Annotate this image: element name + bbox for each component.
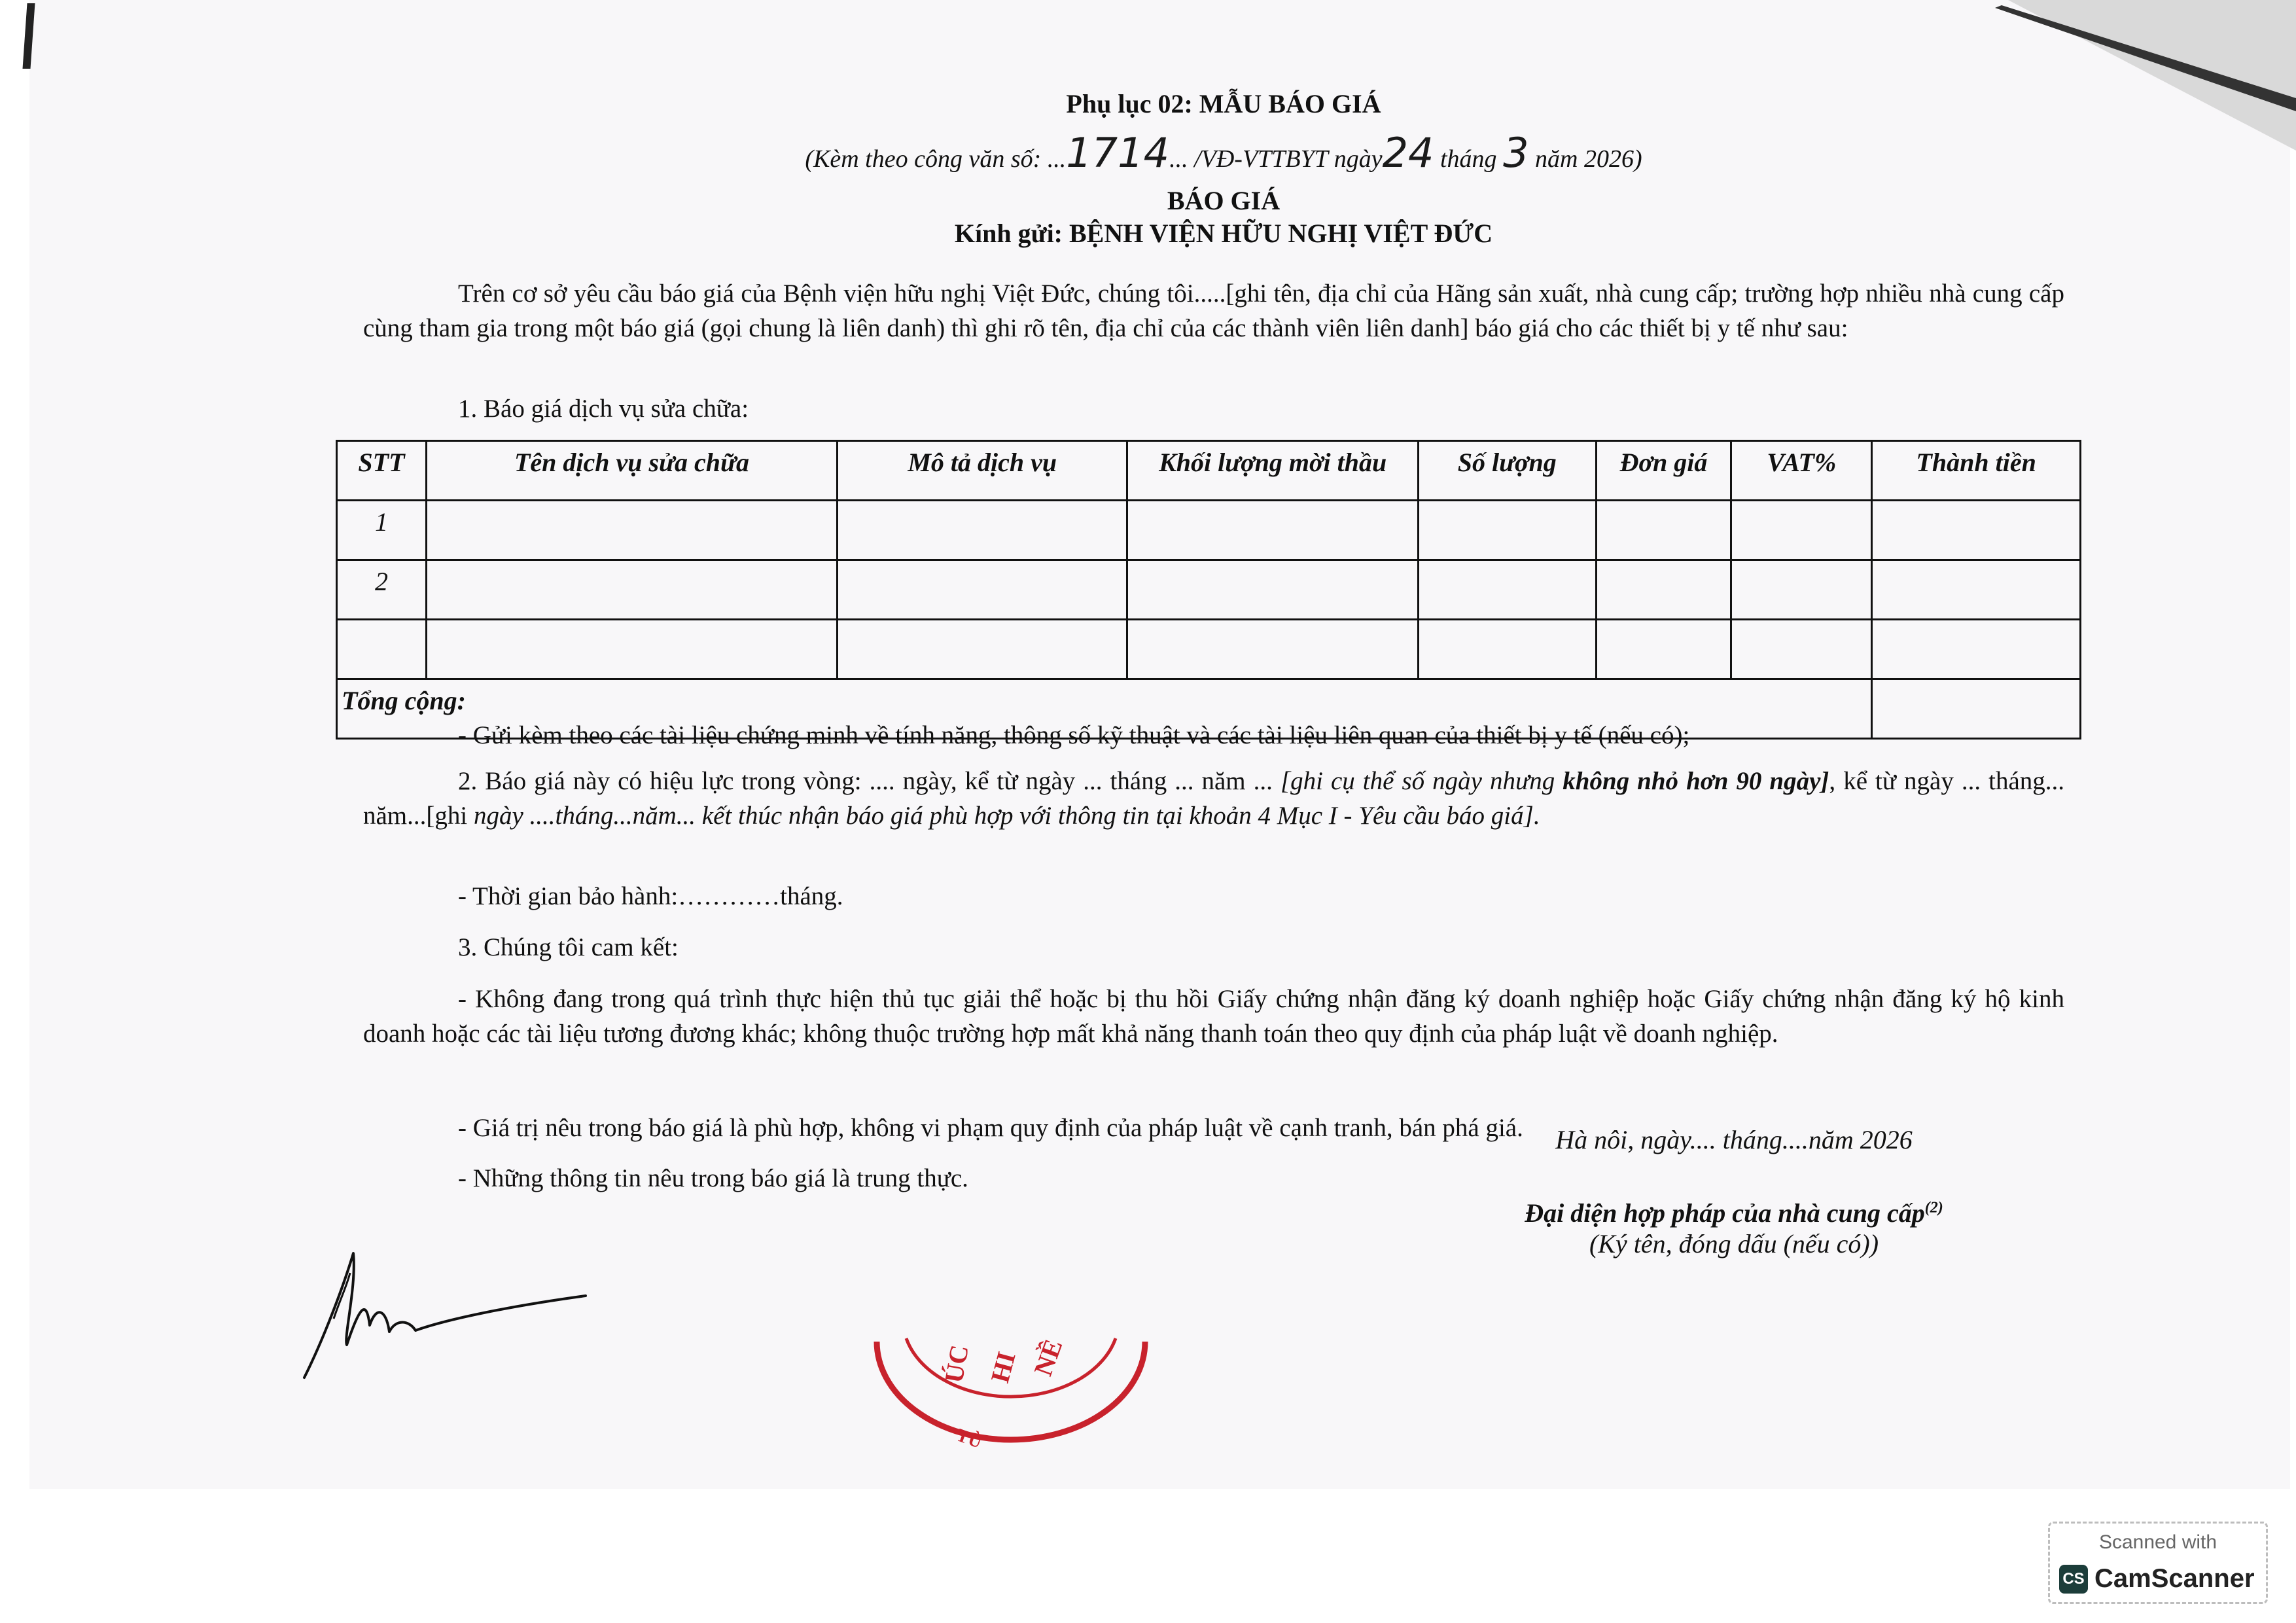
intro-paragraph: Trên cơ sở yêu cầu báo giá của Bệnh viện hữu nghị Việt Đức, chúng tôi.....[ghi tên, địa chỉ của Hãng sản xuất, nhà cung cấp; trường hợp nhiều nhà cung cấp cùng tham gia trong một báo giá (gọi chung là liên danh) thì ghi rõ tên, địa chỉ của các thành viên liên danh] báo giá cho các thiết bị y tế như sau: (363, 279, 2064, 342)
place-date: Hà nôi, ngày.... tháng....năm 2026 (1555, 1125, 1913, 1154)
header-unit-price: Đơn giá (1596, 441, 1731, 501)
signer-note: (Ký tên, đóng dấu (nếu có)) (1589, 1229, 1879, 1258)
header-service-name: Tên dịch vụ sửa chữa (426, 441, 837, 501)
commitment-2: - Giá trị nêu trong báo giá là phù hợp, không vi phạm quy định của pháp luật về cạnh tranh, bán phá giá. (458, 1114, 1523, 1142)
header-vat: VAT% (1731, 441, 1872, 501)
cell (1731, 501, 1872, 560)
section-3-heading: 3. Chúng tôi cam kết: (458, 933, 679, 961)
cell (838, 560, 1127, 620)
camscanner-logo-icon: CS (2059, 1565, 2088, 1594)
header-quantity: Số lượng (1418, 441, 1596, 501)
scanned-with-label: Scanned with (2098, 1531, 2217, 1553)
table-row (337, 501, 2081, 560)
cell (1418, 620, 1596, 679)
section-1-heading: 1. Báo giá dịch vụ sửa chữa: (458, 395, 749, 423)
cell (426, 620, 837, 679)
table-row (337, 560, 2081, 620)
svg-text:ÚC: ÚC (938, 1342, 974, 1385)
cell (1731, 560, 1872, 620)
commitment-1: - Không đang trong quá trình thực hiện thủ tục giải thể hoặc bị thu hồi Giấy chứng nhận đăng ký doanh nghiệp hoặc Giấy chứng nhận đăng ký hộ kinh doanh hoặc các tài liệu tương đương khác; không thuộc trường hợp mất khả năng thanh toán theo quy định của pháp luật về doanh nghiệp. (363, 985, 2064, 1048)
svg-text:NỀ: NỀ (1028, 1335, 1069, 1380)
cell (1596, 620, 1731, 679)
signer-title: Đại diện hợp pháp của nhà cung cấp$^{(2)}$ (1525, 1198, 1943, 1228)
header-stt: STT (337, 441, 427, 501)
cell (1418, 501, 1596, 560)
cell (1731, 620, 1872, 679)
reference-line: (Kèm theo công văn số: ...1714... /VĐ-VTTBYT ngày24 tháng 3 năm 2026) (805, 129, 1642, 177)
quote-title: BÁO GIÁ (1167, 186, 1280, 215)
cell-stt (337, 620, 427, 679)
cell (1418, 560, 1596, 620)
cell (1596, 501, 1731, 560)
handwritten-signature (298, 1247, 599, 1391)
svg-text:HI: HI (985, 1348, 1021, 1386)
cell-stt: 1 (337, 501, 427, 560)
camscanner-name: CamScanner (2094, 1564, 2255, 1593)
quote-table (336, 440, 2081, 740)
appendix-title: Phụ lục 02: MẪU BÁO GIÁ (1066, 89, 1381, 118)
table-row (337, 620, 2081, 679)
total-amount-cell (1872, 679, 2081, 739)
total-label: Tổng cộng: (337, 679, 1872, 739)
header-tender-volume: Khối lượng mời thầu (1127, 441, 1418, 501)
cell (1596, 560, 1731, 620)
camscanner-badge (2048, 1522, 2268, 1604)
cell (426, 501, 837, 560)
signer-block (1439, 1198, 2028, 1259)
attachment-note: - Gửi kèm theo các tài liệu chứng minh về tính năng, thông số kỹ thuật và các tài liệu liên quan của thiết bị y tế (nếu có); (458, 721, 1690, 749)
table-header-row (337, 441, 2081, 501)
cell (1872, 501, 2081, 560)
cell (838, 501, 1127, 560)
cell (1127, 560, 1418, 620)
recipient: Kính gửi: BỆNH VIỆN HỮU NGHỊ VIỆT ĐỨC (954, 219, 1493, 248)
header-total-amount: Thành tiền (1872, 441, 2081, 501)
cell (1872, 560, 2081, 620)
handwritten-month: 3 (1503, 129, 1529, 177)
handwritten-day: 24 (1382, 129, 1434, 177)
svg-text:TỪ: TỪ (953, 1425, 986, 1454)
page-corner-shadow (1930, 0, 2296, 151)
header-service-description: Mô tả dịch vụ (838, 441, 1127, 501)
cell (1127, 620, 1418, 679)
red-stamp (870, 1322, 1152, 1466)
cell (1127, 501, 1418, 560)
handwritten-ref-number: 1714 (1066, 129, 1170, 177)
cell (426, 560, 837, 620)
commitment-3: - Những thông tin nêu trong báo giá là trung thực. (458, 1164, 968, 1192)
cell (838, 620, 1127, 679)
cell (1872, 620, 2081, 679)
warranty-line: - Thời gian bảo hành:…………tháng. (458, 882, 843, 910)
cell-stt: 2 (337, 560, 427, 620)
validity-paragraph: 2. Báo giá này có hiệu lực trong vòng: .... ngày, kể từ ngày ... tháng ... năm ... [ghi cụ thể số ngày nhưng không nhỏ hơn 90 ngày], kể từ ngày ... tháng... năm...[ghi ngày ....tháng...năm... kết thúc nhận báo giá phù hợp với thông tin tại khoản 4 Mục I - Yêu cầu báo giá]. (363, 767, 2065, 830)
